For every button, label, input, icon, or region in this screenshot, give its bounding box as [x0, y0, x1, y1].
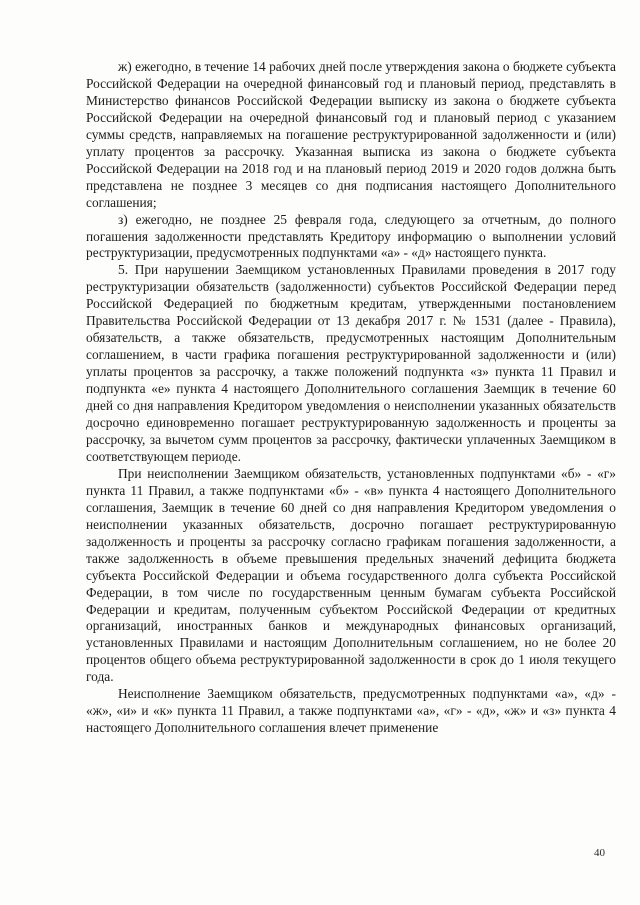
document-body — [86, 59, 616, 737]
paragraph-z: з) ежегодно, не позднее 25 февраля года, следующего за отчетным, до полного погашения задолженности представлять Кредитору информацию о выполнении условий реструктуризации, предусмотренных подпунктами «а» - «д» настоящего пункта. — [86, 211, 616, 261]
paragraph-non-fulfillment: При неисполнении Заемщиком обязательств, установленных подпунктами «б» - «г» пункта 11 Правил, а также подпунктами «б» - «в» пункта 4 настоящего Дополнительного соглашения, Заемщик в течение 60 дней со дня направления Кредитором уведомления о неисполнении указанных обязательств, досрочно погашает реструктурированную задолженность и проценты за рассрочку согласно графикам погашения задолженности, а также задолженность в объеме превышения предельных значений дефицита бюджета субъекта Российской Федерации и объема государственного долга субъекта Российской Федерации, в том числе по государственным ценным бумагам субъекта Российской Федерации и кредитам, полученным субъектом Российской Федерации от кредитных организаций, иностранных банков и международных финансовых организаций, установленных Правилами и настоящим Дополнительным соглашением, но не более 20 процентов общего объема реструктурированной задолженности в срок до 1 июля текущего года. — [86, 465, 616, 685]
page-number: 40 — [594, 847, 605, 859]
paragraph-zh: ж) ежегодно, в течение 14 рабочих дней после утверждения закона о бюджете субъекта Российской Федерации на очередной финансовый год и плановый период, представлять в Министерство финансов Российской Федерации выписку из закона о бюджете субъекта Российской Федерации на очередной финансовый год и плановый период с указанием суммы средств, направляемых на погашение реструктурированной задолженности и (или) уплату процентов за рассрочку. Указанная выписка из закона о бюджете субъекта Российской Федерации на 2018 год и на плановый период 2019 и 2020 годов должна быть представлена не позднее 3 месяцев со дня подписания настоящего Дополнительного соглашения; — [86, 59, 616, 210]
paragraph-5: 5. При нарушении Заемщиком установленных Правилами проведения в 2017 году реструктуризации обязательств (задолженности) субъектов Российской Федерации перед Российской Федерацией по бюджетным кредитам, утвержденными постановлением Правительства Российской Федерации от 13 декабря 2017 г. № 1531 (далее - Правила), обязательств, а также обязательств, предусмотренных настоящим Дополнительным соглашением, в части графика погашения реструктурированной задолженности и (или) уплаты процентов за рассрочку, а также положений подпункта «з» пункта 11 Правил и подпункта «е» пункта 4 настоящего Дополнительного соглашения Заемщик в течение 60 дней со дня направления Кредитором уведомления о неисполнении указанных обязательств досрочно единовременно погашает реструктурированную задолженность и проценты за рассрочку, за вычетом сумм процентов за рассрочку, фактически уплаченных Заемщиком в соответствующем периоде. — [86, 262, 616, 464]
paragraph-non-execution: Неисполнение Заемщиком обязательств, предусмотренных подпунктами «а», «д» - «ж», «и» и «к» пункта 11 Правил, а также подпунктами «а», «г» - «д», «ж» и «з» пункта 4 настоящего Дополнительного соглашения влечет применение — [86, 686, 616, 736]
